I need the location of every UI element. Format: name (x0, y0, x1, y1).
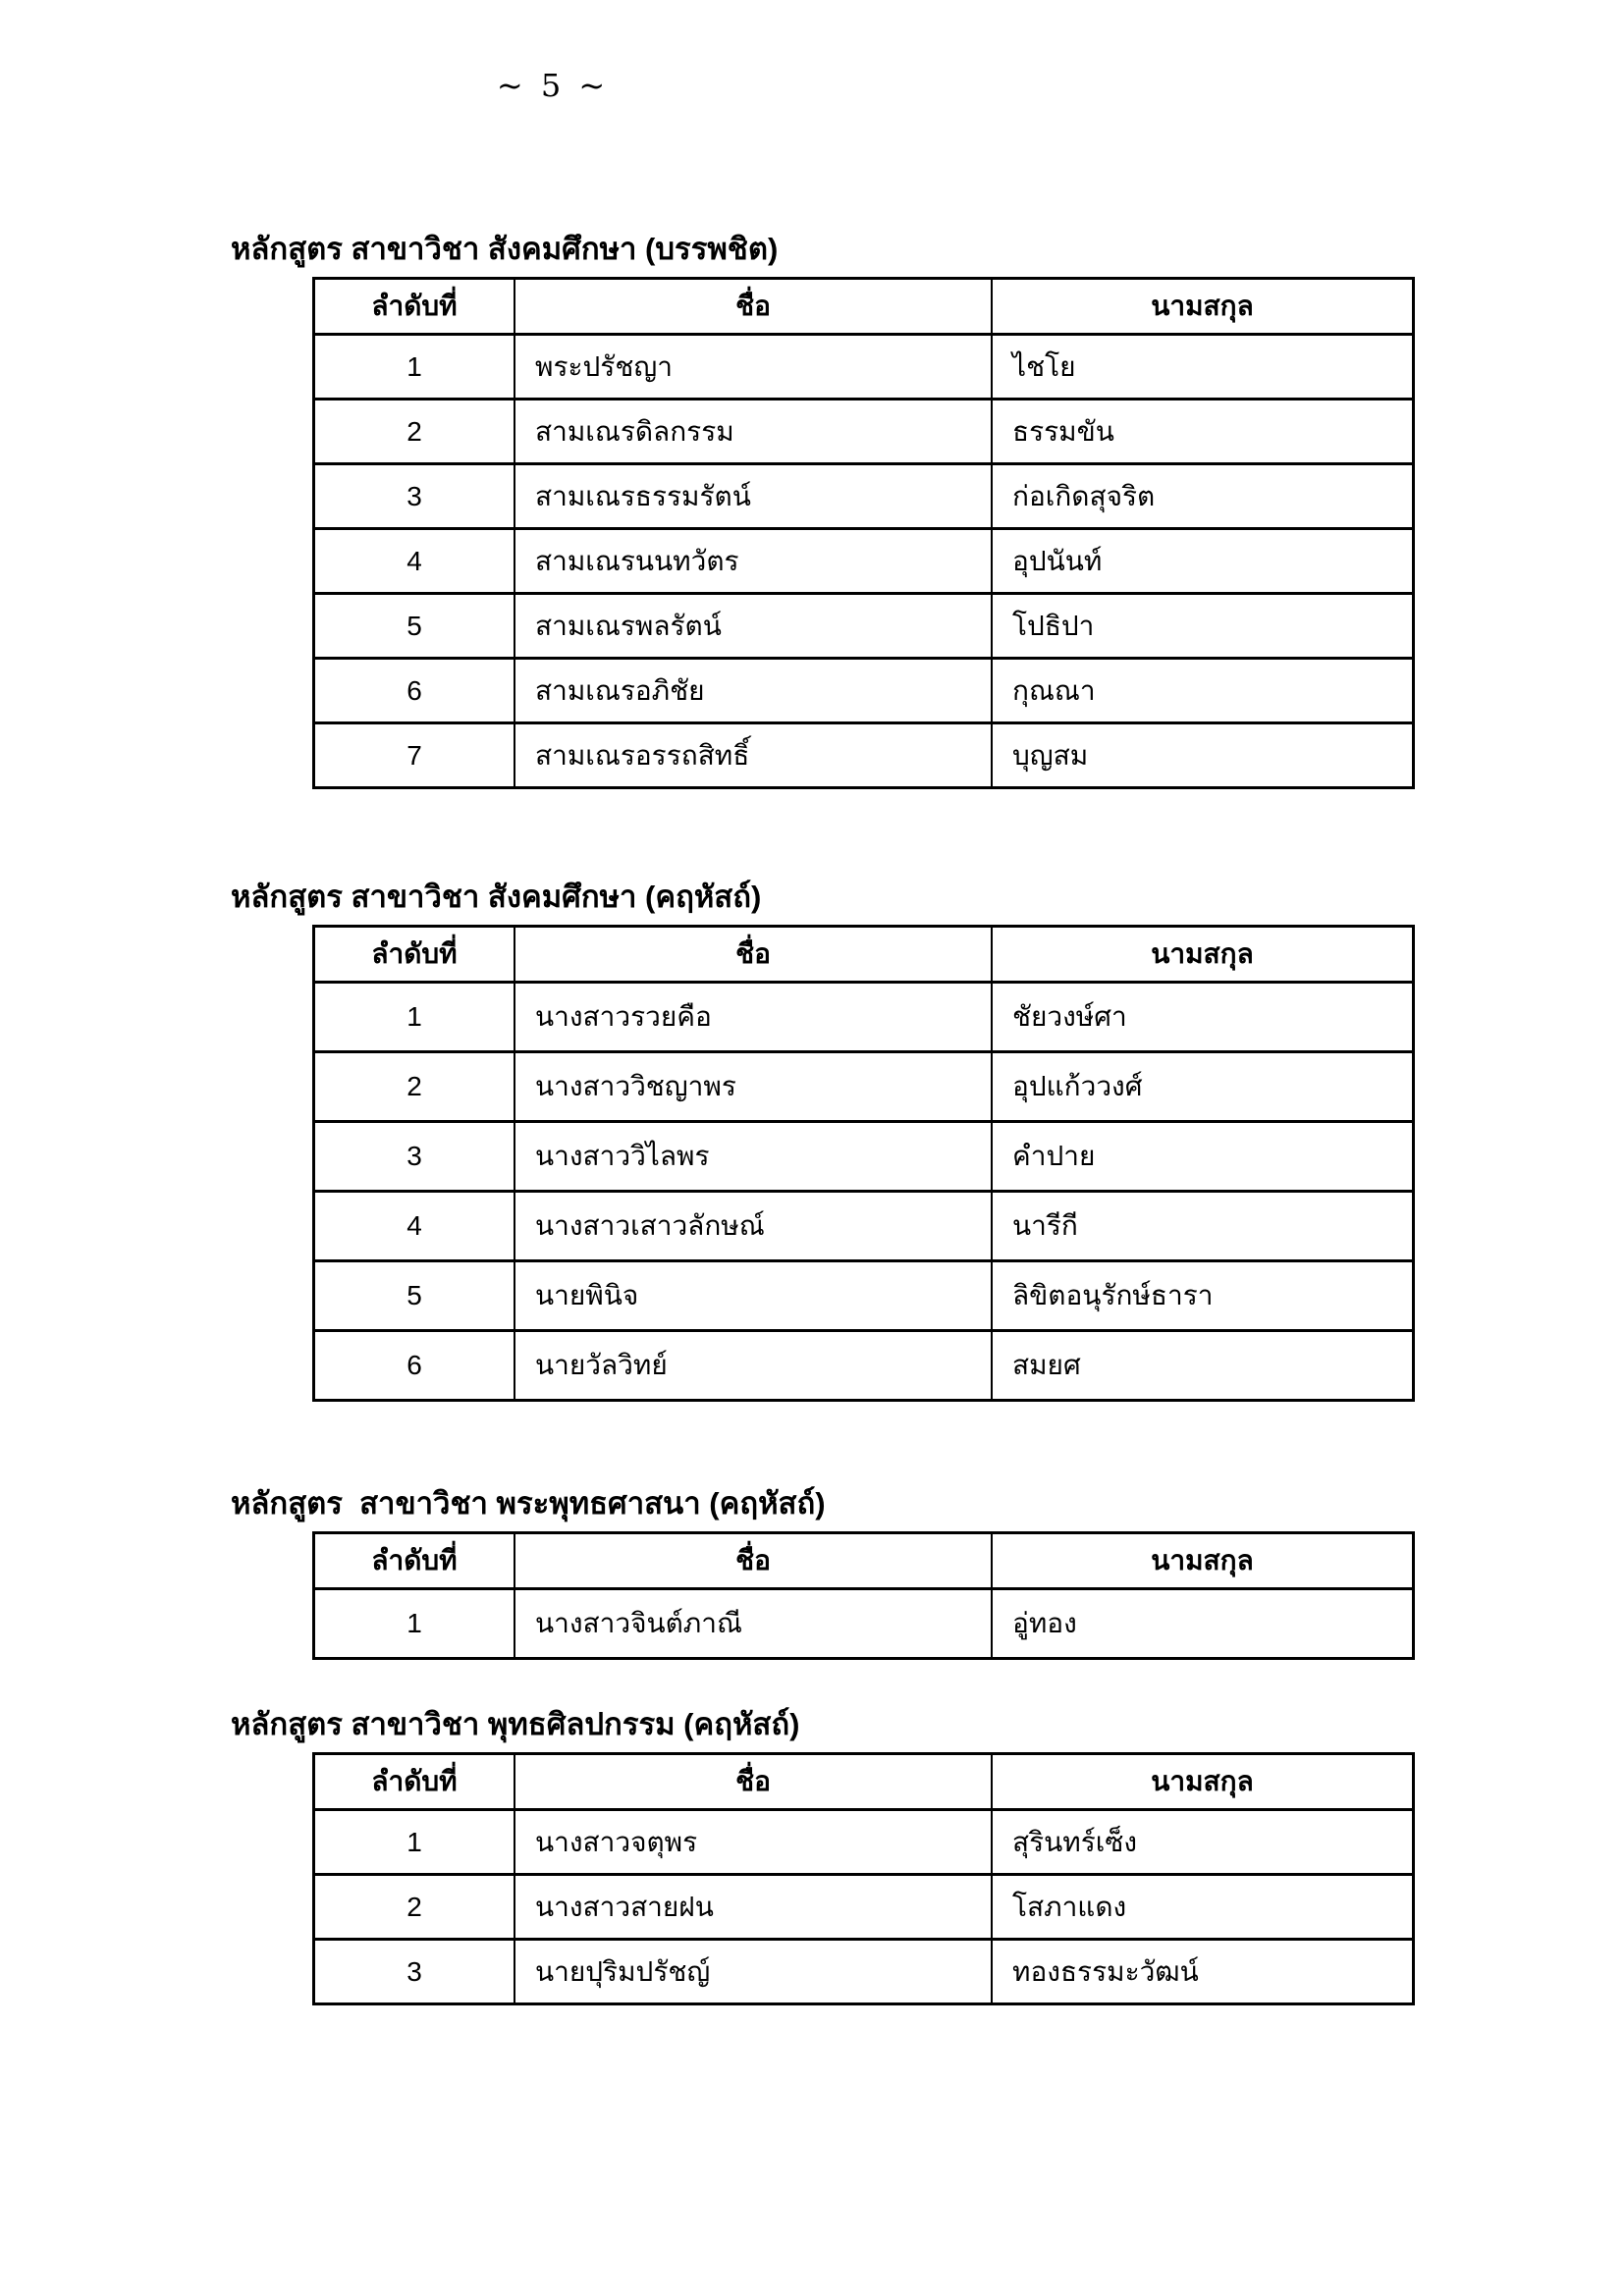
surname-cell: ชัยวงษ์ศา (992, 983, 1414, 1052)
order-cell: 4 (314, 1192, 515, 1261)
table-row (314, 1875, 1414, 1940)
surname-cell: กุณณา (992, 659, 1414, 723)
table-header-row (314, 1533, 1414, 1589)
order-cell: 7 (314, 723, 515, 788)
column-header-first-name: ชื่อ (514, 1754, 992, 1810)
page-number: ~ 5 ~ (496, 67, 610, 104)
first-name-cell: สามเณรดิลกรรม (514, 400, 992, 464)
course-section-3 (231, 1484, 1419, 1660)
table-row (314, 659, 1414, 723)
order-cell: 6 (314, 659, 515, 723)
surname-cell: โปธิปา (992, 594, 1414, 659)
column-header-order: ลำดับที่ (314, 279, 515, 335)
student-roster-table (312, 1531, 1415, 1660)
column-header-surname: นามสกุล (992, 927, 1414, 983)
first-name-cell: สามเณรอรรถสิทธิ์ (514, 723, 992, 788)
column-header-surname: นามสกุล (992, 1533, 1414, 1589)
first-name-cell: นายวัลวิทย์ (514, 1331, 992, 1401)
course-title: หลักสูตร สาขาวิชา สังคมศึกษา (คฤหัสถ์) (231, 880, 762, 914)
order-cell: 1 (314, 335, 515, 400)
order-cell: 3 (314, 1122, 515, 1192)
course-section-4 (231, 1705, 1419, 2005)
table-header-row (314, 927, 1414, 983)
surname-cell: ไชโย (992, 335, 1414, 400)
first-name-cell: นางสาวจินต์ภาณี (514, 1589, 992, 1659)
table-row (314, 1331, 1414, 1401)
order-cell: 2 (314, 400, 515, 464)
surname-cell: ทองธรรมะวัฒน์ (992, 1940, 1414, 2004)
table-row (314, 1192, 1414, 1261)
order-cell: 2 (314, 1052, 515, 1122)
first-name-cell: นายปุริมปรัชญ์ (514, 1940, 992, 2004)
surname-cell: บุญสม (992, 723, 1414, 788)
first-name-cell: สามเณรนนทวัตร (514, 529, 992, 594)
order-cell: 1 (314, 1810, 515, 1875)
table-row (314, 464, 1414, 529)
page-content (231, 230, 1419, 2005)
surname-cell: สมยศ (992, 1331, 1414, 1401)
column-header-first-name: ชื่อ (514, 279, 992, 335)
order-cell: 1 (314, 983, 515, 1052)
column-header-first-name: ชื่อ (514, 927, 992, 983)
column-header-first-name: ชื่อ (514, 1533, 992, 1589)
table-row (314, 723, 1414, 788)
first-name-cell: สามเณรธรรมรัตน์ (514, 464, 992, 529)
first-name-cell: นางสาวสายฝน (514, 1875, 992, 1940)
column-header-order: ลำดับที่ (314, 1754, 515, 1810)
column-header-order: ลำดับที่ (314, 927, 515, 983)
order-cell: 3 (314, 464, 515, 529)
table-row (314, 1940, 1414, 2004)
table-row (314, 335, 1414, 400)
column-header-surname: นามสกุล (992, 279, 1414, 335)
first-name-cell: นางสาววิชญาพร (514, 1052, 992, 1122)
table-row (314, 1261, 1414, 1331)
first-name-cell: นางสาวจตุพร (514, 1810, 992, 1875)
order-cell: 4 (314, 529, 515, 594)
surname-cell: ลิขิตอนุรักษ์ธารา (992, 1261, 1414, 1331)
surname-cell: อุปแก้ววงศ์ (992, 1052, 1414, 1122)
first-name-cell: สามเณรพลรัตน์ (514, 594, 992, 659)
first-name-cell: นางสาวเสาวลักษณ์ (514, 1192, 992, 1261)
course-title: หลักสูตร สาขาวิชา สังคมศึกษา (บรรพชิต) (231, 232, 779, 266)
student-roster-table (312, 925, 1415, 1402)
order-cell: 3 (314, 1940, 515, 2004)
first-name-cell: พระปรัชญา (514, 335, 992, 400)
first-name-cell: นางสาววิไลพร (514, 1122, 992, 1192)
course-section-1 (231, 230, 1419, 789)
course-section-2 (231, 878, 1419, 1402)
surname-cell: อุปนันท์ (992, 529, 1414, 594)
first-name-cell: นายพินิจ (514, 1261, 992, 1331)
surname-cell: อู่ทอง (992, 1589, 1414, 1659)
table-header-row (314, 1754, 1414, 1810)
table-header-row (314, 279, 1414, 335)
order-cell: 1 (314, 1589, 515, 1659)
surname-cell: โสภาแดง (992, 1875, 1414, 1940)
surname-cell: นารีกี (992, 1192, 1414, 1261)
table-row (314, 1810, 1414, 1875)
table-row (314, 529, 1414, 594)
student-roster-table (312, 277, 1415, 789)
order-cell: 6 (314, 1331, 515, 1401)
table-row (314, 594, 1414, 659)
course-title: หลักสูตร สาขาวิชา พุทธศิลปกรรม (คฤหัสถ์) (231, 1707, 800, 1741)
surname-cell: สุรินทร์เซ็ง (992, 1810, 1414, 1875)
surname-cell: คำปาย (992, 1122, 1414, 1192)
column-header-surname: นามสกุล (992, 1754, 1414, 1810)
column-header-order: ลำดับที่ (314, 1533, 515, 1589)
student-roster-table (312, 1752, 1415, 2005)
course-title: หลักสูตร สาขาวิชา พระพุทธศาสนา (คฤหัสถ์) (231, 1486, 826, 1521)
order-cell: 5 (314, 1261, 515, 1331)
table-row (314, 400, 1414, 464)
first-name-cell: นางสาวรวยคือ (514, 983, 992, 1052)
table-row (314, 983, 1414, 1052)
order-cell: 2 (314, 1875, 515, 1940)
table-row (314, 1589, 1414, 1659)
order-cell: 5 (314, 594, 515, 659)
table-row (314, 1052, 1414, 1122)
first-name-cell: สามเณรอภิชัย (514, 659, 992, 723)
surname-cell: ก่อเกิดสุจริต (992, 464, 1414, 529)
surname-cell: ธรรมขัน (992, 400, 1414, 464)
table-row (314, 1122, 1414, 1192)
